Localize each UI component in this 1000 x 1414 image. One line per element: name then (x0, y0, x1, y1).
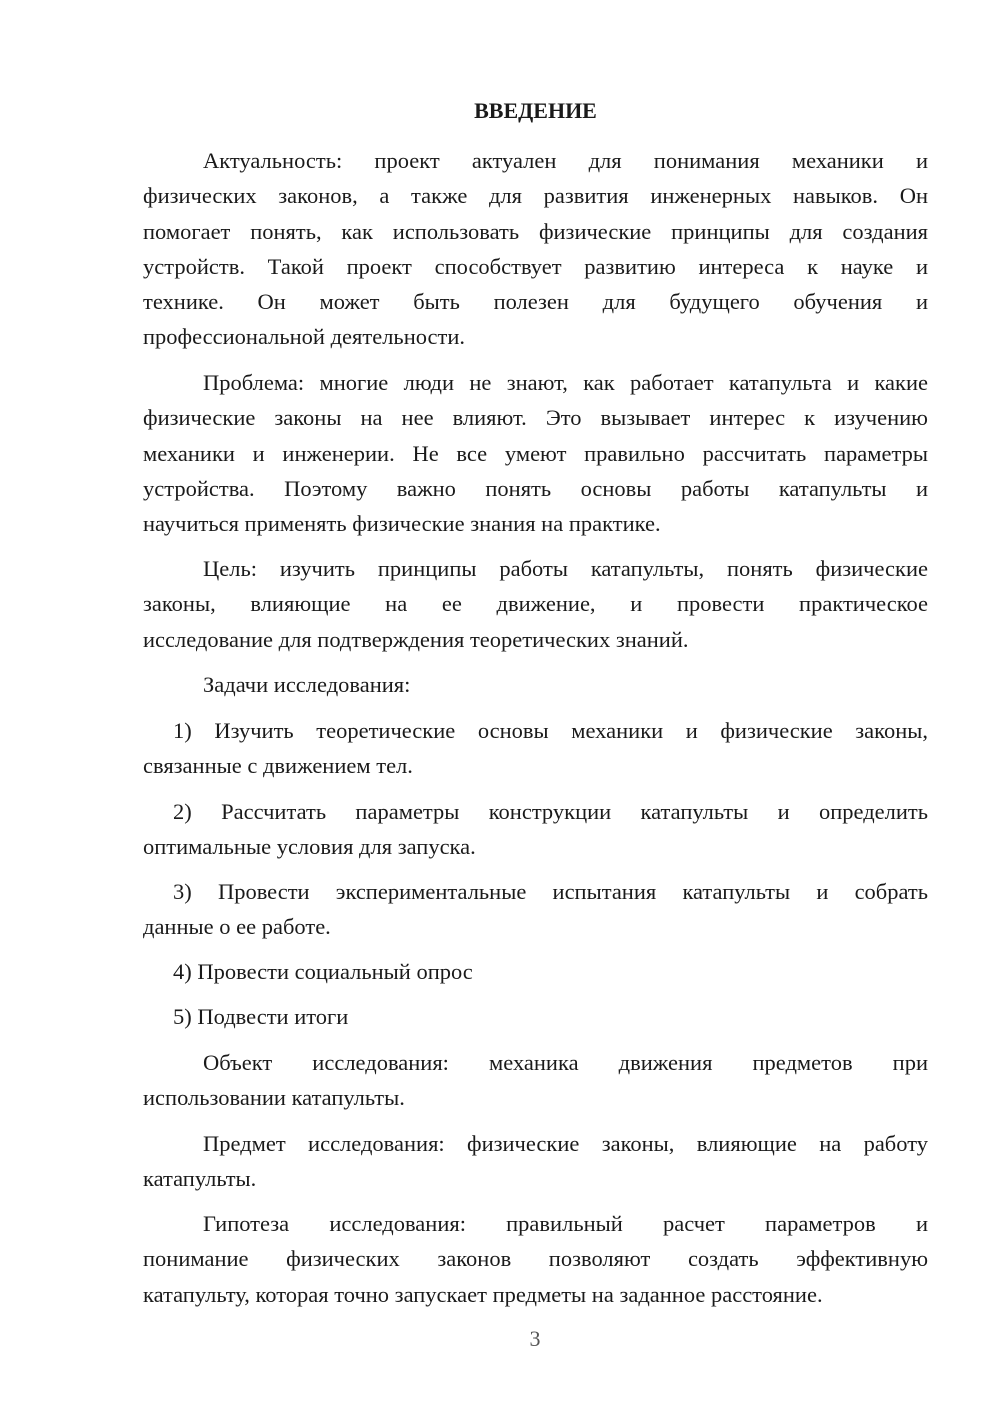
text-line: оптимальные условия для запуска. (143, 834, 476, 860)
task-item-3 (143, 874, 928, 945)
text-line: 1) Изучить теоретические основы механики и физические законы, (173, 718, 928, 743)
section-heading: ВВЕДЕНИЕ (474, 98, 597, 123)
paragraph-object (143, 1045, 928, 1116)
text-line: Гипотеза исследования: правильный расчет параметров и (203, 1211, 928, 1236)
text-line: устройства. Поэтому важно понять основы работы катапульты и (143, 475, 928, 501)
text-line: Задачи исследования: (203, 672, 411, 697)
text-line: устройств. Такой проект способствует развитию интереса к науке и (143, 253, 928, 279)
text-line: данные о ее работе. (143, 914, 331, 940)
text-line: 3) Провести экспериментальные испытания катапульты и собрать (173, 879, 928, 904)
task-item-2 (143, 794, 928, 865)
text-line: физические законы на нее влияют. Это вызывает интерес к изучению (143, 405, 928, 431)
text-line: 5) Подвести итоги (173, 1004, 349, 1029)
paragraph-goal (143, 551, 928, 657)
paragraph-hypothesis (143, 1206, 928, 1312)
paragraph-problem (143, 365, 928, 541)
text-line: Цель: изучить принципы работы катапульты, понять физические (203, 556, 928, 581)
text-line: использовании катапульты. (143, 1085, 405, 1111)
text-line: понимание физических законов позволяют создать эффективную (143, 1246, 928, 1272)
page-number: 3 (529, 1326, 541, 1351)
text-line: исследование для подтверждения теоретических знаний. (143, 626, 689, 652)
paragraph-relevance (143, 143, 928, 355)
text-line: технике. Он может быть полезен для будущего обучения и (143, 289, 928, 315)
text-line: катапульту, которая точно запускает предметы на заданное расстояние. (143, 1281, 823, 1307)
text-line: Предмет исследования: физические законы, влияющие на работу (203, 1131, 928, 1156)
text-line: катапульты. (143, 1166, 257, 1192)
text-line: Объект исследования: механика движения предметов при (203, 1050, 928, 1075)
text-line: физических законов, а также для развития инженерных навыков. Он (143, 183, 928, 209)
task-item-1 (143, 713, 928, 784)
task-item-4 (143, 954, 928, 989)
tasks-title (143, 667, 928, 702)
text-line: 2) Рассчитать параметры конструкции катапульты и определить (173, 799, 928, 824)
text-line: научиться применять физические знания на практике. (143, 511, 661, 537)
text-line: законы, влияющие на ее движение, и провести практическое (143, 591, 928, 617)
paragraph-subject (143, 1126, 928, 1197)
text-line: связанные с движением тел. (143, 753, 413, 779)
text-line: Проблема: многие люди не знают, как работает катапульта и какие (203, 370, 928, 395)
text-line: 4) Провести социальный опрос (173, 959, 473, 984)
task-item-5 (143, 999, 928, 1034)
text-line: профессиональной деятельности. (143, 324, 466, 350)
text-line: Актуальность: проект актуален для понимания механики и (203, 148, 928, 173)
text-line: механики и инженерии. Не все умеют правильно рассчитать параметры (143, 440, 928, 466)
text-line: помогает понять, как использовать физические принципы для создания (143, 218, 928, 244)
